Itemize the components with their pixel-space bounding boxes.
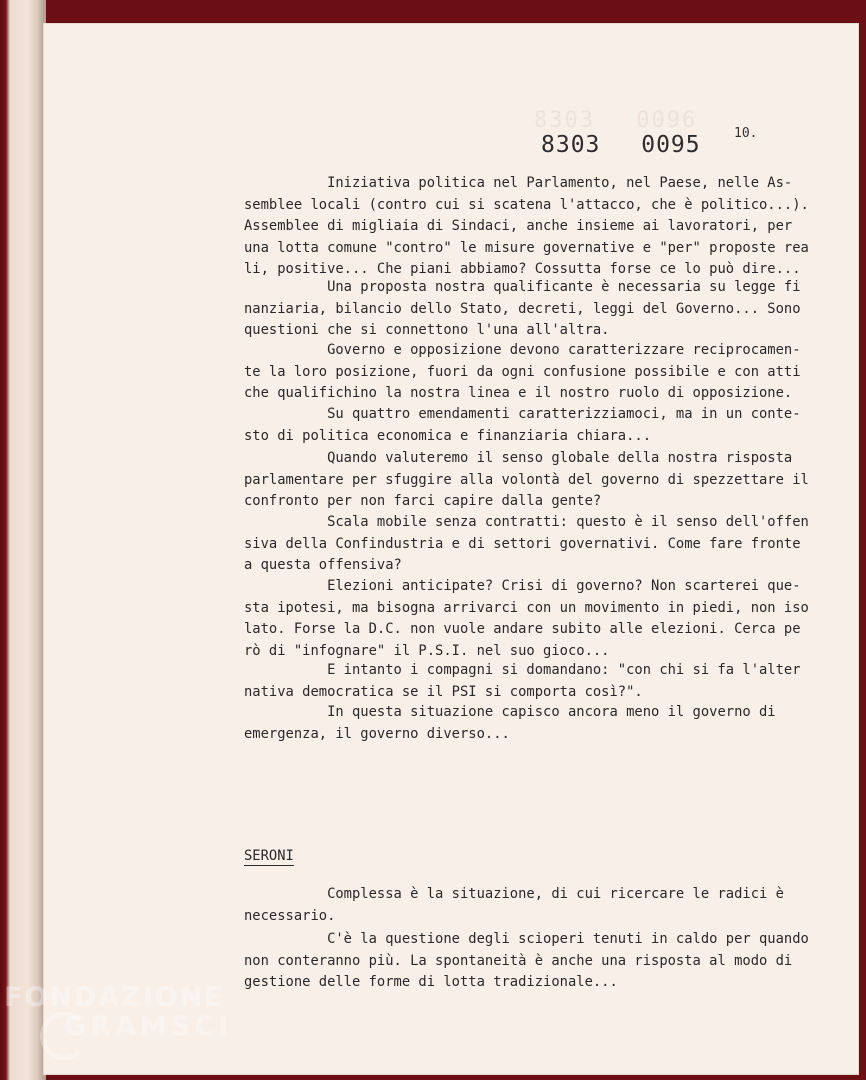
document-number: 8303 0095 (541, 132, 701, 158)
paragraph-3: Governo e opposizione devono caratterizzare reciprocamen- te la loro posizione, fuori da ogni confusione possibile e con atti che qualifichino la nostra linea e il nostro ruolo di opposizione. (244, 342, 801, 401)
paragraph-2: Una proposta nostra qualificante è necessaria su legge fi nanziaria, bilancio dello Stato, decreti, leggi del Governo... Sono questioni che si connettono l'una all'altra. (244, 279, 801, 338)
watermark-logo-icon (40, 1012, 88, 1060)
speaker-paragraph-2: C'è la questione degli scioperi tenuti in caldo per quando non conteranno più. La spontaneità è anche una risposta al modo di gestione delle forme di lotta tradizionale... (244, 931, 809, 990)
watermark-line-2: GRAMSCI (64, 1011, 233, 1042)
watermark-line-1: FONDAZIONE (4, 982, 225, 1013)
speaker-heading: SERONI (244, 848, 294, 864)
paragraph-6: Scala mobile senza contratti: questo è il senso dell'offen siva della Confindustria e di settori governativi. Come fare fronte a questa offensiva? (244, 514, 809, 573)
paragraph-8: E intanto i compagni si domandano: "con chi si fa l'alter nativa democratica se il PSI si comporta così?". (244, 662, 801, 700)
bleed-through-document-number: 8303 0096 (534, 108, 698, 133)
paragraph-9: In questa situazione capisco ancora meno il governo di emergenza, il governo diverso... (244, 704, 776, 742)
speaker-paragraph-1: Complessa è la situazione, di cui ricercare le radici è necessario. (244, 886, 784, 924)
folder-binding-edge (0, 0, 46, 1080)
paragraph-7: Elezioni anticipate? Crisi di governo? Non scarterei que- sta ipotesi, ma bisogna arrivarci con un movimento in piedi, non iso lato. Forse la D.C. non vuole andare subito alle elezioni. Cerca pe rò di "infognare" il P.S.I. nel suo gioco... (244, 578, 809, 659)
paragraph-5: Quando valuteremo il senso globale della nostra risposta parlamentare per sfuggire alla volontà del governo di spezzettare il confronto per non farci capire dalla gente? (244, 450, 809, 509)
paragraph-4: Su quattro emendamenti caratterizziamoci, ma in un conte- sto di politica economica e finanziaria chiara... (244, 406, 801, 444)
paragraph-1: Iniziativa politica nel Parlamento, nel Paese, nelle As- semblee locali (contro cui si scatena l'attacco, che è politico...). Assemblee di migliaia di Sindaci, anche insieme ai lavoratori, per una lotta comune "contro" le misure governative e "per" proposte rea li, positive... Che piani abbiamo? Cossutta forse ce lo può dire... (244, 175, 809, 277)
archive-watermark (4, 984, 232, 1040)
page-number: 10. (734, 126, 758, 141)
